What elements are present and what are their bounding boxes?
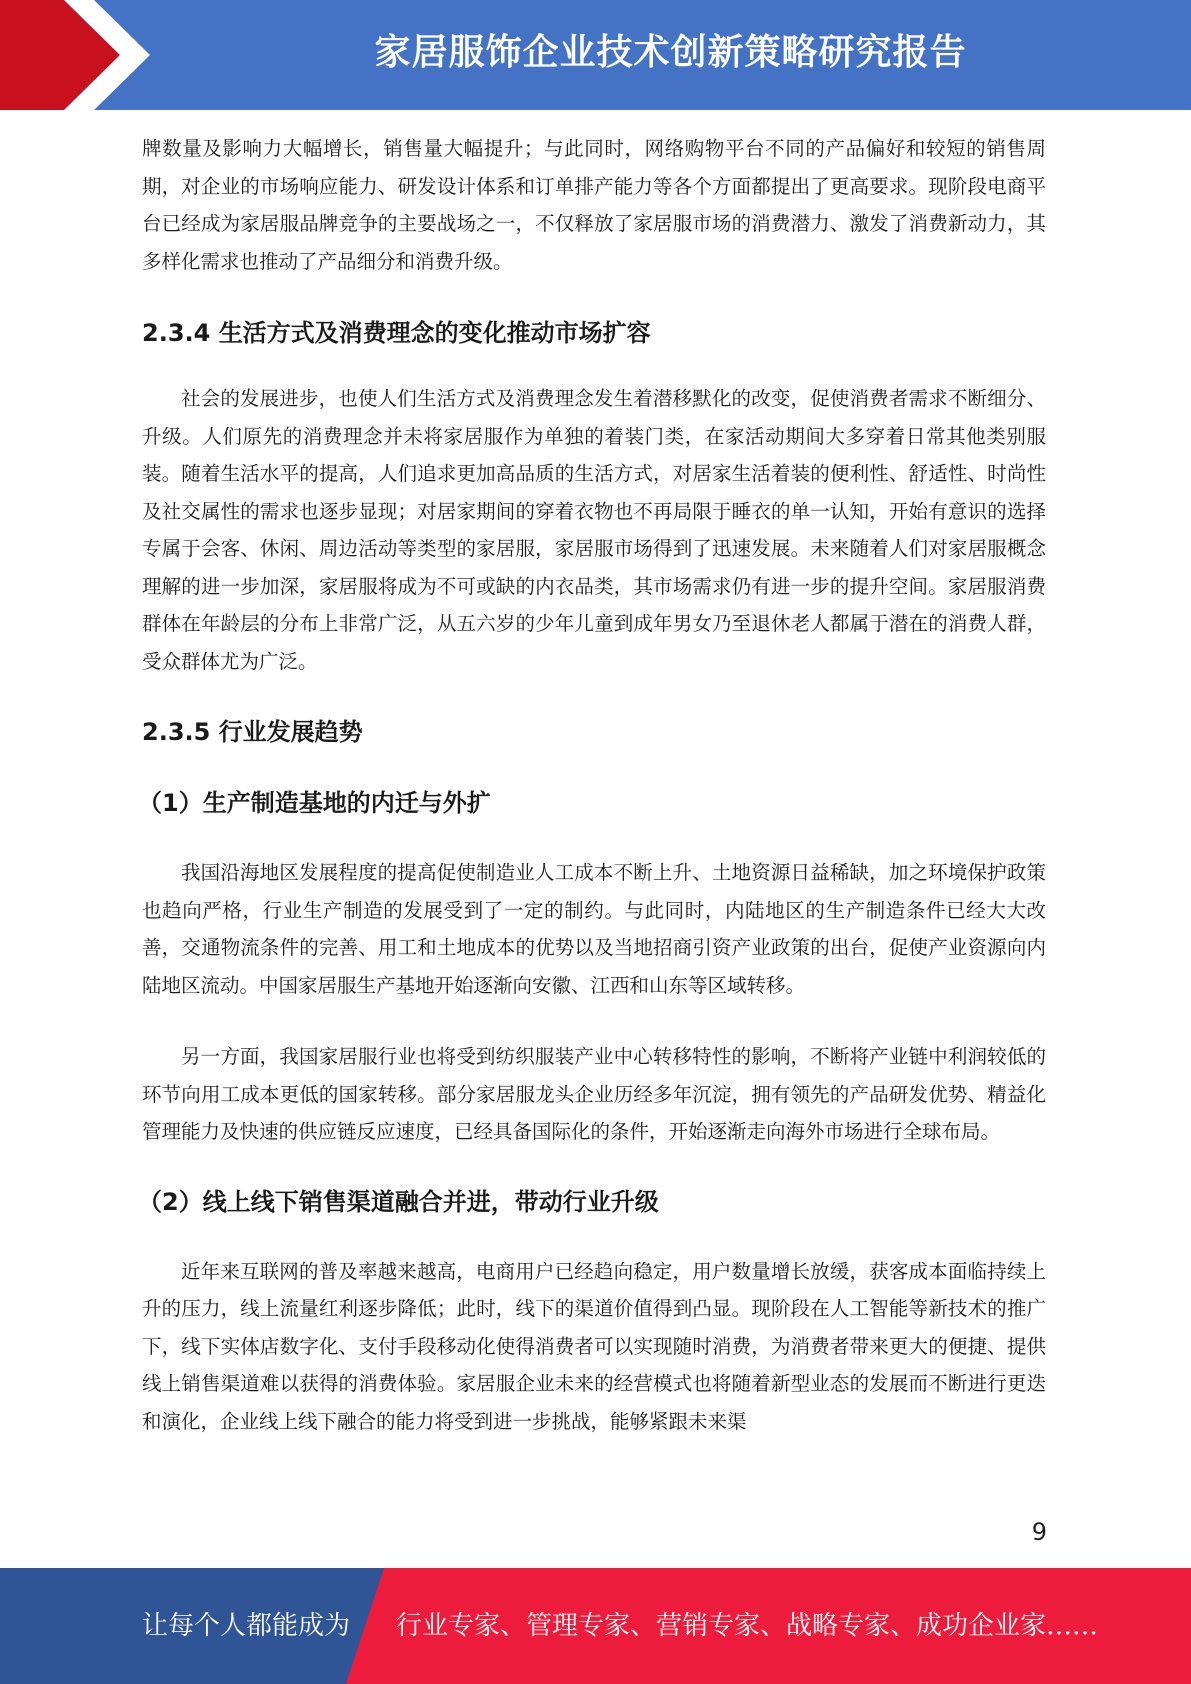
subsection-heading-2: （2）线上线下销售渠道融合并进，带动行业升级 (138, 1187, 659, 1216)
footer-slogan-right: 行业专家、管理专家、营销专家、战略专家、成功企业家…… (396, 1611, 1099, 1641)
footer-slogan-left: 让每个人都能成为 (142, 1611, 351, 1641)
header-title: 家居服饰企业技术创新策略研究报告 (374, 32, 967, 73)
section-2-3-4-paragraph: 社会的发展进步，也使人们生活方式及消费理念发生着潜移默化的改变，促使消费者需求不断细分、升级。人们原先的消费理念并未将家居服作为单独的着装门类，在家活动期间大多穿着日常其他类别服装。随着生活水平的提高，人们追求更加高品质的生活方式，对居家生活着装的便利性、舒适性、时尚性及社交属性的需求也逐步显现；对居家期间的穿着衣物也不再局限于睡衣的单一认知，开始有意识的选择专属于会客、休闲、周边活动等类型的家居服，家居服市场得到了迅速发展。未来随着人们对家居服概念理解的进一步加深，家居服将成为不可或缺的内衣品类，其市场需求仍有进一步的提升空间。家居服消费群体在年龄层的分布上非常广泛，从五六岁的少年儿童到成年男女乃至退休老人都属于潜在的消费人群，受众群体尤为广泛。 (142, 387, 1046, 673)
intro-paragraph: 牌数量及影响力大幅增长，销售量大幅提升；与此同时，网络购物平台不同的产品偏好和较短的销售周期，对企业的市场响应能力、研发设计体系和订单排产能力等各个方面都提出了更高要求。现阶段电商平台已经成为家居服品牌竞争的主要战场之一，不仅释放了家居服市场的消费潜力、激发了消费新动力，其多样化需求也推动了产品细分和消费升级。 (142, 137, 1046, 273)
section-heading-2-3-5: 2.3.5 行业发展趋势 (142, 718, 363, 746)
section-heading-2-3-4: 2.3.4 生活方式及消费理念的变化推动市场扩容 (142, 319, 651, 347)
subsection-heading-1: （1）生产制造基地的内迁与外扩 (138, 789, 491, 817)
page-footer (0, 1568, 1191, 1684)
document-body (138, 130, 1046, 1440)
subsection-1-paragraph-1: 我国沿海地区发展程度的提高促使制造业人工成本不断上升、土地资源日益稀缺，加之环境保护政策也趋向严格，行业生产制造的发展受到了一定的制约。与此同时，内陆地区的生产制造条件已经大大改善，交通物流条件的完善、用工和土地成本的优势以及当地招商引资产业政策的出台，促使产业资源向内陆地区流动。中国家居服生产基地开始逐渐向安徽、江西和山东等区域转移。 (142, 861, 1046, 997)
page-number: 9 (1031, 1518, 1047, 1546)
subsection-2-paragraph: 近年来互联网的普及率越来越高，电商用户已经趋向稳定，用户数量增长放缓，获客成本面临持续上升的压力，线上流量红利逐步降低；此时，线下的渠道价值得到凸显。现阶段在人工智能等新技术的推广下，线下实体店数字化、支付手段移动化使得消费者可以实现随时消费，为消费者带来更大的便捷、提供线上销售渠道难以获得的消费体验。家居服企业未来的经营模式也将随着新型业态的发展而不断进行更迭和演化，企业线上线下融合的能力将受到进一步挑战，能够紧跟未来渠 (142, 1259, 1046, 1433)
page-header (0, 0, 1191, 110)
subsection-1-paragraph-2: 另一方面，我国家居服行业也将受到纺织服装产业中心转移特性的影响，不断将产业链中利润较低的环节向用工成本更低的国家转移。部分家居服龙头企业历经多年沉淀，拥有领先的产品研发优势、精益化管理能力及快速的供应链反应速度，已经具备国际化的条件，开始逐渐走向海外市场进行全球布局。 (142, 1045, 1046, 1143)
header-arrow-accent (0, 0, 150, 110)
